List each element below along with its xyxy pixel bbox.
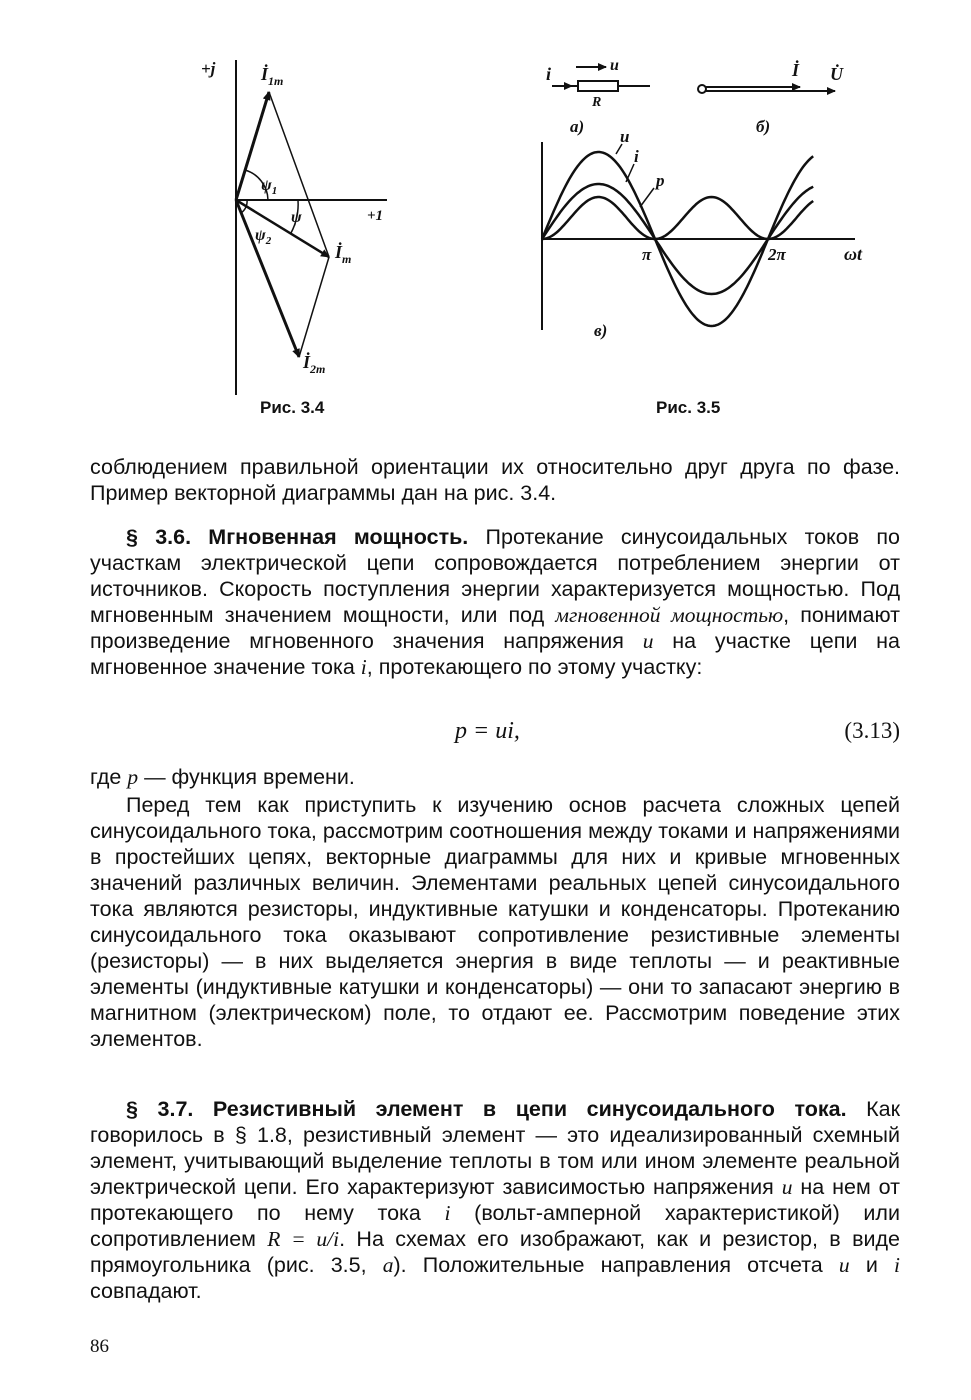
label-c-pi: π (642, 245, 652, 264)
label-b: б) (756, 117, 771, 136)
label-c-u: u (620, 127, 630, 146)
label-psi1: $\psi_1$ (261, 177, 278, 197)
section-3-6-paragraph: § 3.6. Мгновенная мощность. Протекание синусоидальных токов по участкам электрической цепи сопровождается потреблением энергии от источников. Скорость поступления энергии характеризуется мощностью. Под мгновенным значением мощности, или под мгновенной мощностью, понимают произведение мгновенного значения напряжения u на участке цепи на мгновенное значение тока i, протекающего по этому участку: (90, 525, 900, 679)
figure-3-4-vector-diagram (195, 50, 405, 395)
page-number: 86 (90, 1336, 109, 1357)
paragraph-after-equation: где p — функция времени. (90, 765, 355, 789)
label-Im: $İ_m$ (335, 242, 352, 266)
label-a: а) (570, 117, 585, 136)
label-c-p: p (656, 171, 665, 190)
real-axis-label: +1 (367, 208, 384, 224)
equation-3-13 (90, 718, 900, 748)
equation-number: (3.13) (844, 718, 900, 743)
label-I2m: $İ_{2m}$ (303, 352, 326, 376)
paragraph-intro: соблюдением правильной ориентации их относительно друг друга по фазе. Пример векторной диаграммы дан на рис. 3.4. (90, 455, 900, 505)
figure-3-5 (530, 50, 875, 355)
label-c: в) (594, 321, 608, 340)
figure-3-4-caption: Рис. 3.4 (260, 398, 325, 417)
resistor-symbol (578, 81, 618, 91)
vector-I2m (236, 200, 299, 357)
label-b-I: İ (792, 60, 800, 80)
waveform-plot (542, 127, 863, 340)
equation-formula: p = ui, (455, 718, 520, 744)
leader-p (640, 188, 654, 207)
label-a-u: u (610, 57, 619, 74)
parallelogram-side-1 (269, 92, 329, 257)
phasor-diagram-b (698, 59, 844, 136)
paragraph-elements: Перед тем как приступить к изучению основ расчета сложных цепей синусоидального тока, рассмотрим соотношения между токами и напряжениями в простейших цепях, векторные диаграммы для них и кривые мгновенных значений различных величин. Элементами реальных цепей синусоидального тока являются резисторы, индуктивные катушки и конденсаторы. Протеканию синусоидального тока оказывают сопротивление резистивные элементы (резисторы) — в них выделяется энергия в виде теплоты — и реактивные элементы (индуктивные катушки и конденсаторы) — они то запасают энергию в магнитном (электрическом) поле, то отдают ее. Рассмотрим поведение этих элементов. (90, 793, 900, 1051)
leader-i (626, 164, 634, 182)
figure-3-5-caption: Рис. 3.5 (656, 398, 721, 417)
label-a-i: i (546, 64, 552, 84)
label-a-R: R (592, 95, 602, 110)
section-3-6-heading: § 3.6. Мгновенная мощность. (126, 525, 469, 549)
label-I1m: $İ_{1m}$ (261, 64, 284, 88)
section-3-7-paragraph: § 3.7. Резистивный элемент в цепи синусоидального тока. Как говорилось в § 1.8, резистивный элемент — это идеализированный схемный элемент, учитывающий выделение теплоты в том или ином элементе реальной электрической цепи. Его характеризуют зависимостью напряжения u на нем от протекающего по нему тока i (вольт-амперной характеристикой) или сопротивлением R = u/i. На схемах его изображают, как и резистор, в виде прямоугольника (рис. 3.5, а). Положительные направления отсчета u и i совпадают. (90, 1097, 901, 1303)
section-3-7-heading: § 3.7. Резистивный элемент в цепи синусоидального тока. (126, 1097, 847, 1121)
label-psi: ψ (291, 209, 302, 226)
term-instant-power: мгновенной мощностью (555, 603, 784, 627)
imag-axis-label: +j (201, 59, 216, 78)
label-c-2pi: 2π (768, 245, 786, 264)
label-psi2: $\psi_2$ (255, 227, 272, 247)
label-c-wt: ωt (844, 244, 863, 264)
resistor-diagram (546, 57, 650, 136)
vector-Im (236, 200, 329, 257)
parallelogram-side-2 (299, 257, 329, 357)
label-c-i: i (634, 147, 639, 166)
label-b-U: U̇ (830, 64, 843, 84)
